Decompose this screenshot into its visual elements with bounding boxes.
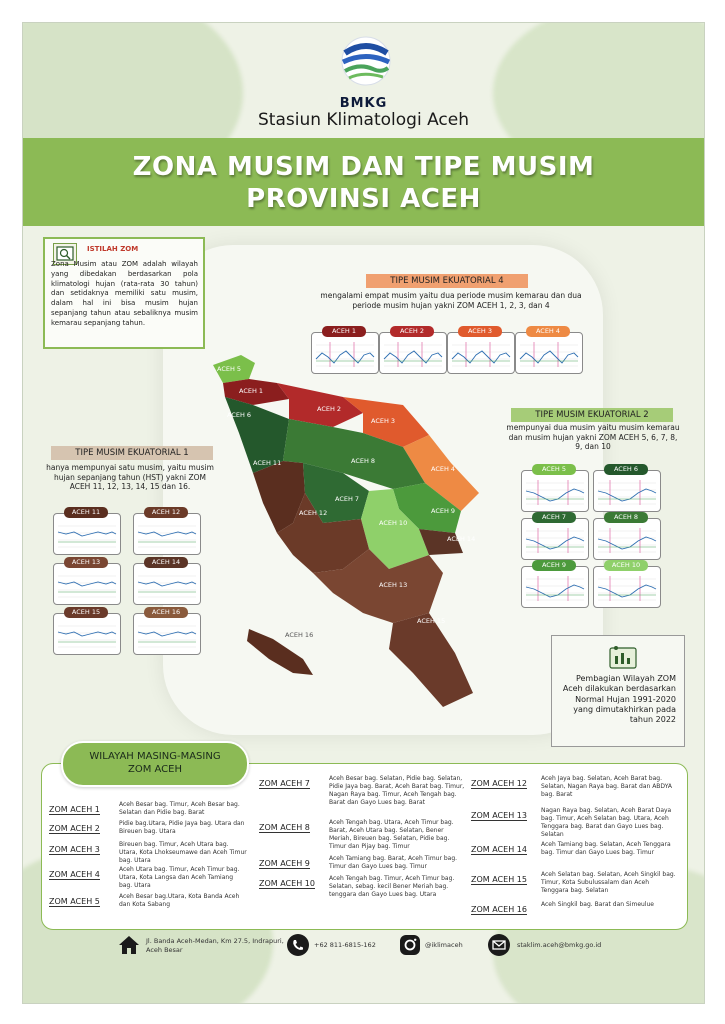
wilayah-title-line2: ZOM ACEH [127, 764, 182, 775]
rainfall-line [138, 632, 196, 636]
rainfall-chart [133, 508, 201, 555]
footer-email[interactable]: staklim.aceh@bmkg.go.id [517, 941, 602, 949]
chart-plot [136, 520, 198, 552]
ekuatorial4-text: mengalami empat musim yaitu dua periode musim kemarau dan dua periode musim hujan yakni ZOM ACEH 1, 2, 3, dan 4 [320, 291, 582, 310]
ekuatorial2-text: mempunyai dua musim yaitu musim kemarau dan musim hujan yakni ZOM ACEH 5, 6, 7, 8, 9, dan 10 [506, 423, 680, 451]
wilayah-title-line1: WILAYAH MASING-MASING [89, 751, 221, 762]
rainfall-chart [593, 561, 661, 608]
zom-name: ZOM ACEH 3 [49, 845, 100, 854]
chart-plot [524, 525, 586, 557]
rainfall-chart [521, 465, 589, 512]
rainfall-chart [133, 608, 201, 655]
rainfall-line [138, 532, 196, 536]
chart-plot [136, 620, 198, 652]
zom-name: ZOM ACEH 4 [49, 870, 100, 879]
zom-name: ZOM ACEH 1 [49, 805, 100, 814]
zom-name: ZOM ACEH 8 [259, 823, 310, 832]
istilah-title: ISTILAH ZOM [87, 245, 139, 253]
ekuatorial1-title: TIPE MUSIM EKUATORIAL 1 [51, 446, 213, 460]
map-label: ACEH 13 [379, 581, 408, 589]
map-label: ACEH 7 [335, 495, 360, 503]
chart-label: ACEH 9 [532, 560, 576, 571]
zom-name: ZOM ACEH 13 [471, 811, 527, 820]
footer-instagram[interactable]: @iklimaceh [425, 941, 463, 949]
zom-area: Pidie bag.Utara, Pidie Jaya bag. Utara dan Bireuen bag. Utara [119, 820, 245, 835]
ekuatorial2-title: TIPE MUSIM EKUATORIAL 2 [511, 408, 673, 422]
page-title-line1: ZONA MUSIM DAN TIPE MUSIM [132, 152, 595, 182]
chart-label: ACEH 14 [144, 557, 188, 568]
map-label: ACEH 12 [299, 509, 328, 517]
rainfall-chart [53, 508, 121, 555]
map-label: ACEH 3 [371, 417, 396, 425]
chart-plot [524, 573, 586, 605]
map-label: ACEH 5 [217, 365, 242, 373]
map-label: ACEH 1 [239, 387, 264, 395]
rainfall-chart [593, 465, 661, 512]
chart-label: ACEH 13 [64, 557, 108, 568]
station-name: Stasiun Klimatologi Aceh [258, 110, 469, 130]
rainfall-line [58, 582, 116, 586]
map-label: ACEH 10 [379, 519, 408, 527]
title-banner [23, 138, 704, 226]
zom-area: Bireuen bag. Timur, Aceh Utara bag. Utara, Kota Lhokseumawe dan Aceh Timur bag. Utara [119, 841, 247, 864]
ekuatorial4-title: TIPE MUSIM EKUATORIAL 4 [366, 274, 528, 288]
rainfall-line [138, 582, 196, 586]
chart-label: ACEH 15 [64, 607, 108, 618]
zom-area: Aceh Tamiang bag. Barat, Aceh Timur bag. Timur dan Gayo Lues bag. Timur [329, 855, 458, 870]
map-label: ACEH 4 [431, 465, 456, 473]
rainfall-chart [515, 327, 583, 374]
zom-area: Aceh Besar bag. Selatan, Pidie bag. Selatan, Pidie Jaya bag. Barat, Aceh Barat bag. Timur, Nagan Raya bag. Timur, Aceh Tengah bag. Barat dan Gayo Lues bag. Barat [329, 775, 465, 806]
chart-plot [136, 570, 198, 602]
map-label: ACEH 6 [227, 411, 252, 419]
chart-plot [596, 573, 658, 605]
zom-name: ZOM ACEH 2 [49, 824, 100, 833]
istilah-text: Zona Musim atau ZOM adalah wilayah yang dibedakan berdasarkan pola klimatologi hujan (rata-rata 30 tahun) dan setidaknya memiliki satu musim, dalam hal ini bisa musim hujan sepanjang tahun atau sebaliknya musim kemarau sepanjang tahun. [51, 260, 198, 327]
zom-name: ZOM ACEH 14 [471, 845, 527, 854]
zom-area: Aceh Besar bag. Timur, Aceh Besar bag. Selatan dan Pidie bag. Barat [119, 801, 240, 816]
map-label: ACEH 8 [351, 457, 376, 465]
chart-label: ACEH 7 [532, 512, 576, 523]
zom-name: ZOM ACEH 5 [49, 897, 100, 906]
rainfall-chart [521, 561, 589, 608]
home-icon [118, 935, 140, 955]
zom-area: Aceh Selatan bag. Selatan, Aceh Singkil bag. Timur, Kota Subulussalam dan Aceh Tenggara bag. Selatan [541, 871, 676, 894]
aceh-map [193, 323, 493, 723]
zom-name: ZOM ACEH 10 [259, 879, 315, 888]
chart-plot [56, 570, 118, 602]
phone-icon [287, 934, 309, 956]
brand-name: BMKG [339, 96, 388, 111]
zom-area: Nagan Raya bag. Selatan, Aceh Barat Daya bag. Timur, Aceh Selatan bag. Utara, Aceh Tenggara bag. Barat dan Gayo Lues bag. Selatan [541, 807, 672, 838]
zom-name: ZOM ACEH 12 [471, 779, 527, 788]
zone-aceh-15 [389, 613, 473, 707]
chart-plot [596, 477, 658, 509]
calendar-chart-icon [608, 642, 638, 670]
instagram-icon [399, 934, 421, 956]
zom-area: Aceh Tengah bag. Timur, Aceh Timur bag. Selatan, sebag. kecil Bener Meriah bag. tenggara dan Gayo Lues bag. Utara [329, 875, 455, 898]
footer-address: Jl. Banda Aceh-Medan, Km 27.5, Indrapuri, Aceh Besar [146, 937, 284, 954]
chart-plot [596, 525, 658, 557]
chart-label: ACEH 6 [604, 464, 648, 475]
chart-label: ACEH 2 [390, 326, 434, 337]
chart-label: ACEH 5 [532, 464, 576, 475]
chart-label: ACEH 10 [604, 560, 648, 571]
map-label: ACEH 11 [253, 459, 282, 467]
chart-plot [56, 520, 118, 552]
wilayah-title-pill [61, 741, 249, 787]
rainfall-chart [521, 513, 589, 560]
map-label: ACEH 14 [447, 535, 476, 543]
zom-name: ZOM ACEH 16 [471, 905, 527, 914]
zom-name: ZOM ACEH 9 [259, 859, 310, 868]
zom-area: Aceh Tengah bag. Utara, Aceh Timur bag. Barat, Aceh Utara bag. Selatan, Bener Meriah, Bireuen bag. Selatan, Pidie bag. Timur dan Pijay bag. Timur [329, 819, 454, 850]
rainfall-line [58, 532, 116, 536]
chart-label: ACEH 11 [64, 507, 108, 518]
chart-plot [56, 620, 118, 652]
rainfall-line [58, 632, 116, 636]
zom-area: Aceh Utara bag. Timur, Aceh Timur bag. Utara, Kota Langsa dan Aceh Tamiang bag. Utara [119, 866, 240, 889]
rainfall-chart [593, 513, 661, 560]
chart-label: ACEH 1 [322, 326, 366, 337]
chart-plot [518, 339, 580, 371]
chart-label: ACEH 8 [604, 512, 648, 523]
pembagian-box [551, 635, 685, 747]
brand [23, 23, 704, 143]
ekuatorial1-text: hanya mempunyai satu musim, yaitu musim hujan sepanjang tahun (HST) yakni ZOM ACEH 11, 12, 13, 14, 15 dan 16. [46, 463, 214, 491]
chart-label: ACEH 12 [144, 507, 188, 518]
zom-area: Aceh Jaya bag. Selatan, Aceh Barat bag. Selatan, Nagan Raya bag. Barat dan ABDYA bag. Barat [541, 775, 673, 798]
rainfall-chart [53, 608, 121, 655]
zom-area: Aceh Tamiang bag. Selatan, Aceh Tenggara bag. Timur dan Gayo Lues bag. Timur [541, 841, 671, 856]
rainfall-chart [133, 558, 201, 605]
map-label: ACEH 2 [317, 405, 342, 413]
map-label: ACEH 9 [431, 507, 456, 515]
footer-phone[interactable]: +62 811-6815-162 [314, 941, 376, 949]
page-title-line2: PROVINSI ACEH [246, 184, 481, 214]
poster [22, 22, 705, 1004]
chart-label: ACEH 16 [144, 607, 188, 618]
istilah-box [43, 237, 205, 349]
chart-plot [524, 477, 586, 509]
zom-area: Aceh Singkil bag. Barat dan Simeulue [541, 901, 654, 908]
chart-label: ACEH 3 [458, 326, 502, 337]
zom-name: ZOM ACEH 15 [471, 875, 527, 884]
mail-icon [488, 934, 510, 956]
zom-name: ZOM ACEH 7 [259, 779, 310, 788]
map-label: ACEH 15 [417, 617, 446, 625]
rainfall-chart [53, 558, 121, 605]
pembagian-text: Pembagian Wilayah ZOM Aceh dilakukan berdasarkan Normal Hujan 1991-2020 yang dimutakhirkan pada tahun 2022 [562, 674, 676, 725]
zom-area: Aceh Besar bag.Utara, Kota Banda Aceh dan Kota Sabang [119, 893, 240, 908]
map-label: ACEH 16 [285, 631, 314, 639]
chart-label: ACEH 4 [526, 326, 570, 337]
